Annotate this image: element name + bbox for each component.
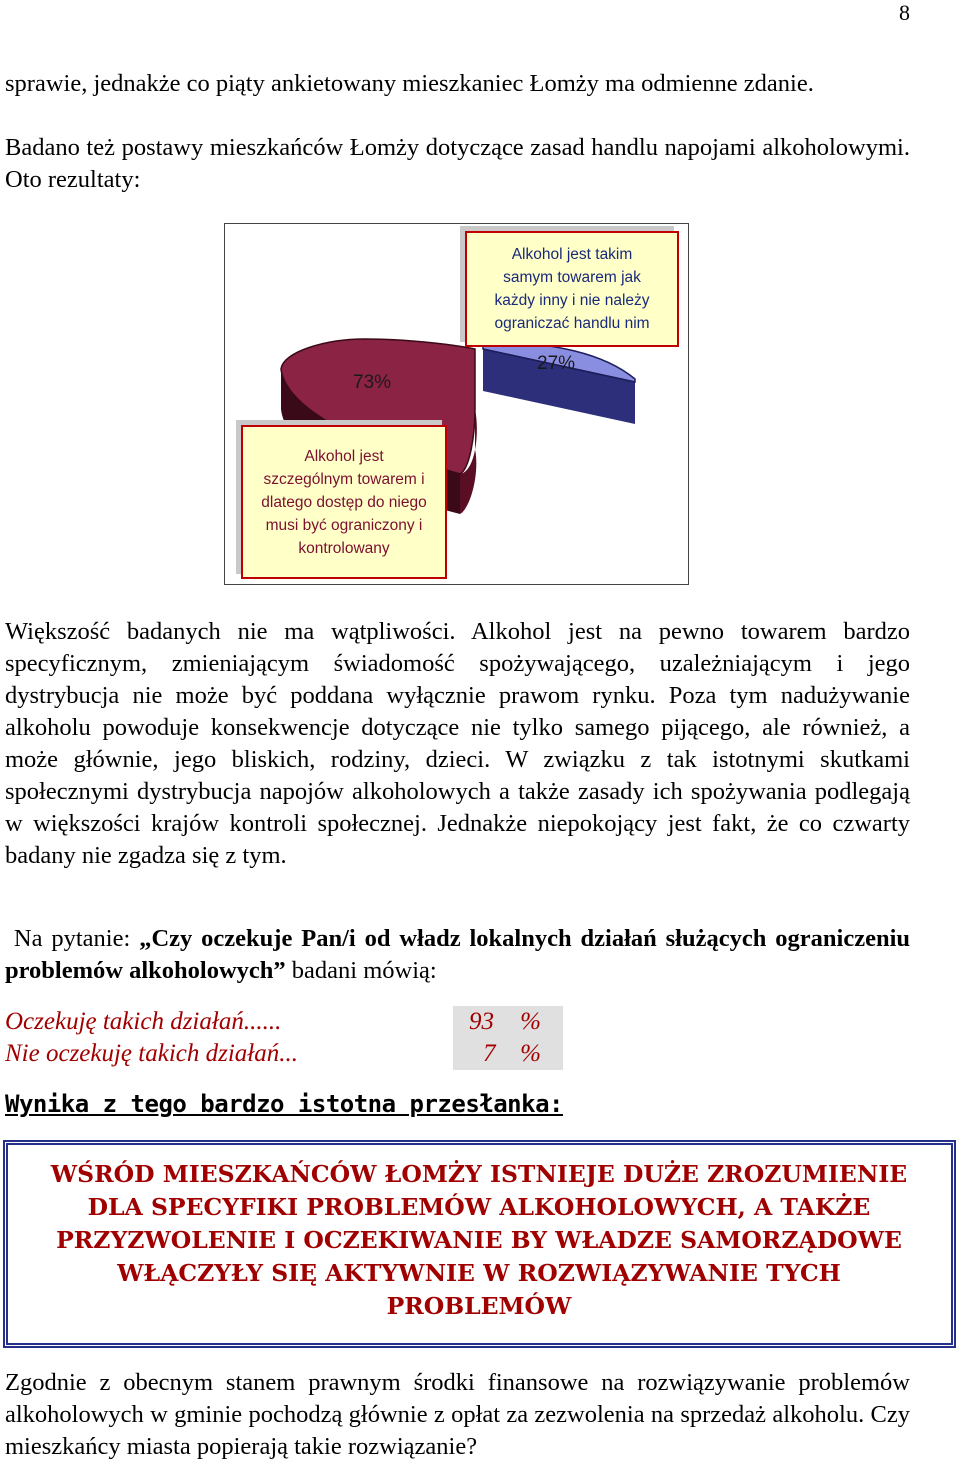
survey-question (5, 923, 910, 987)
question-prefix: Na pytanie: (13, 925, 140, 952)
conclusion-line: PRZYZWOLENIE I OCZEKIWANIE BY WŁADZE SAMORZĄDOWE (56, 1226, 902, 1254)
pie-label-73: 73% (353, 372, 392, 393)
answer-row (5, 1038, 563, 1070)
answer-row (5, 1006, 563, 1038)
callout-left-line: musi być ograniczony i (265, 516, 423, 534)
body-paragraph: Większość badanych nie ma wątpliwości. Alkohol jest na pewno towarem bardzo specyficznym, zmieniającym świadomość spożywającego, uzależniającym i jego dystrybucja nie może być poddana wyłącznie prawom rynku. Poza tym nadużywanie alkoholu powoduje konsekwencje dotyczące nie tylko samego pijącego, ale również, a może głównie, jego bliskich, rodziny, dzieci. W związku z tak istotnymi skutkami społecznymi dystrybucja napojów alkoholowych a także zasady ich spożywania podlegają w większości krajów kontroli społecznej. Jednakże niepokojący jest fakt, że co czwarty badany nie zgadza się z tym. (5, 618, 910, 869)
callout-top-line: Alkohol jest takim (511, 246, 633, 263)
callout-left-line: Alkohol jest (304, 447, 384, 465)
answer-label: Nie oczekuję takich działań... (5, 1040, 298, 1067)
callout-left-line: kontrolowany (298, 539, 390, 557)
conclusion-line: WŁĄCZYŁY SIĘ AKTYWNIE W ROZWIĄZYWANIE TYCH (117, 1259, 841, 1287)
callout-top-line: samym towarem jak (503, 269, 641, 286)
answer-label: Oczekuję takich działań...... (5, 1008, 282, 1035)
pie-label-27: 27% (537, 353, 576, 374)
conclusion-line: PROBLEMÓW (386, 1292, 572, 1320)
answer-value-box (453, 1006, 563, 1038)
answer-value: 7 (483, 1040, 496, 1067)
callout-left-line: dlatego dostęp do niego (261, 493, 427, 511)
conclusion-text (0, 1158, 958, 1323)
answer-value: 93 (469, 1008, 494, 1035)
intro-paragraph-1: sprawie, jednakże co piąty ankietowany mieszkaniec Łomży ma odmienne zdanie. (5, 70, 814, 97)
conclusion-heading: Wynika z tego bardzo istotna przesłanka: (5, 1090, 563, 1118)
conclusion-line: DLA SPECYFIKI PROBLEMÓW ALKOHOLOWYCH, A TAKŻE (87, 1193, 871, 1221)
question-suffix: badani mówią: (285, 957, 437, 984)
conclusion-line: WŚRÓD MIESZKAŃCÓW ŁOMŻY ISTNIEJE DUŻE ZROZUMIENIE (50, 1160, 908, 1188)
final-paragraph: Zgodnie z obecnym stanem prawnym środki finansowe na rozwiązywanie problemów alkoholowych w gminie pochodzą głównie z opłat za zezwolenia na sprzedaż alkoholu. Czy mieszkańcy miasta popierają takie rozwiązanie? (5, 1369, 910, 1460)
callout-left-line: szczególnym towarem i (263, 470, 425, 488)
pie-chart (224, 223, 689, 585)
callout-top-line: każdy inny i nie należy (494, 292, 650, 309)
answers-list (5, 1006, 563, 1070)
callout-top-line: ograniczać handlu nim (494, 315, 650, 332)
page-number: 8 (899, 0, 910, 25)
intro-paragraph-2: Badano też postawy mieszkańców Łomży dotyczące zasad handlu napojami alkoholowymi. Oto rezultaty: (5, 134, 910, 193)
callout-ordinary-goods (465, 231, 679, 347)
question-bold: „Czy oczekuje Pan/i od władz lokalnych działań służących ograniczeniu problemów alkoholowych” (5, 925, 910, 984)
answer-unit: % (520, 1040, 541, 1067)
answer-value-box (453, 1038, 563, 1070)
answer-unit: % (520, 1008, 541, 1035)
callout-special-goods (241, 425, 447, 579)
